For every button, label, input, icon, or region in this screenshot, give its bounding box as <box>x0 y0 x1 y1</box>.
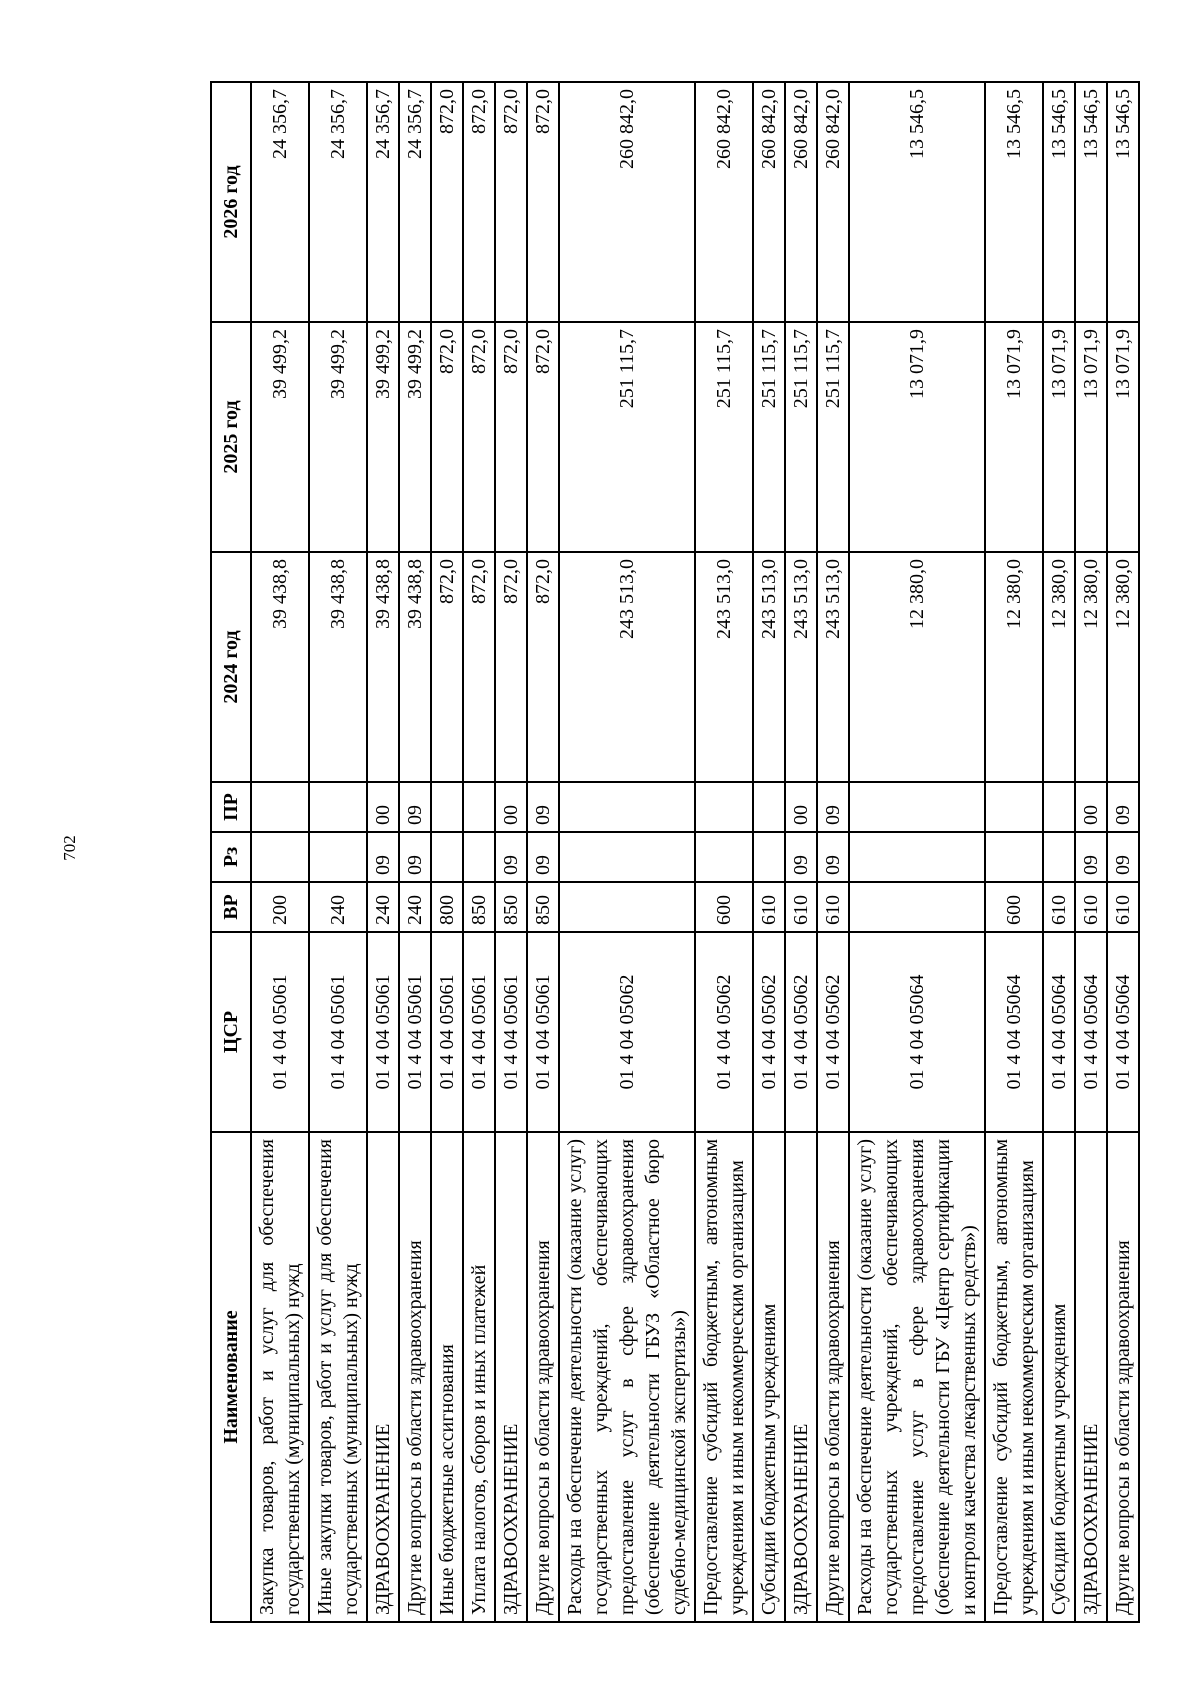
cell-vr: 610 <box>817 882 849 932</box>
cell-rz <box>985 832 1043 882</box>
cell-2025: 13 071,9 <box>985 322 1043 552</box>
cell-csr: 01 4 04 05061 <box>527 932 559 1132</box>
cell-2025: 39 499,2 <box>309 322 367 552</box>
cell-2025: 872,0 <box>431 322 463 552</box>
cell-csr: 01 4 04 05064 <box>1043 932 1075 1132</box>
cell-csr: 01 4 04 05064 <box>1107 932 1139 1132</box>
cell-csr: 01 4 04 05061 <box>495 932 527 1132</box>
cell-name: Иные закупки товаров, работ и услуг для обеспечения государственных (муниципальных) нужд <box>309 1132 367 1622</box>
cell-csr: 01 4 04 05061 <box>431 932 463 1132</box>
cell-2025: 251 115,7 <box>559 322 695 552</box>
header-2025: 2025 год <box>211 322 251 552</box>
table-row <box>1075 82 1107 1622</box>
cell-name: ЗДРАВООХРАНЕНИЕ <box>785 1132 817 1622</box>
cell-2026: 872,0 <box>431 82 463 322</box>
cell-pr: 09 <box>527 782 559 832</box>
cell-csr: 01 4 04 05064 <box>1075 932 1107 1132</box>
table-row <box>985 82 1043 1622</box>
table-body <box>251 82 1139 1622</box>
cell-2024: 872,0 <box>495 552 527 782</box>
cell-2025: 251 115,7 <box>753 322 785 552</box>
cell-vr: 850 <box>495 882 527 932</box>
cell-rz <box>559 832 695 882</box>
cell-name: Субсидии бюджетным учреждениям <box>753 1132 785 1622</box>
cell-2024: 39 438,8 <box>367 552 399 782</box>
cell-2024: 12 380,0 <box>1043 552 1075 782</box>
cell-2024: 872,0 <box>463 552 495 782</box>
table-row <box>251 82 309 1622</box>
header-vr: ВР <box>211 882 251 932</box>
cell-name: Иные бюджетные ассигнования <box>431 1132 463 1622</box>
header-2024: 2024 год <box>211 552 251 782</box>
cell-2026: 13 546,5 <box>1107 82 1139 322</box>
cell-rz <box>753 832 785 882</box>
cell-pr <box>463 782 495 832</box>
cell-2026: 260 842,0 <box>753 82 785 322</box>
cell-vr: 240 <box>309 882 367 932</box>
cell-rz: 09 <box>399 832 431 882</box>
cell-name: Расходы на обеспечение деятельности (оказание услуг) государственных учреждений, обеспечивающих предоставление услуг в сфере здравоохранения (обеспечение деятельности ГБУ «Центр сертификации и контроля качества лекарственных средств») <box>849 1132 985 1622</box>
cell-2025: 872,0 <box>495 322 527 552</box>
cell-2025: 39 499,2 <box>399 322 431 552</box>
cell-2024: 39 438,8 <box>309 552 367 782</box>
cell-2024: 12 380,0 <box>1075 552 1107 782</box>
cell-2024: 243 513,0 <box>817 552 849 782</box>
cell-2025: 13 071,9 <box>849 322 985 552</box>
cell-pr: 09 <box>1107 782 1139 832</box>
cell-2026: 872,0 <box>463 82 495 322</box>
cell-pr <box>1043 782 1075 832</box>
cell-pr <box>849 782 985 832</box>
cell-2025: 39 499,2 <box>367 322 399 552</box>
cell-2026: 260 842,0 <box>695 82 753 322</box>
cell-2026: 260 842,0 <box>559 82 695 322</box>
cell-2024: 872,0 <box>431 552 463 782</box>
cell-pr <box>431 782 463 832</box>
cell-2026: 24 356,7 <box>367 82 399 322</box>
cell-rz <box>1043 832 1075 882</box>
cell-csr: 01 4 04 05062 <box>785 932 817 1132</box>
cell-rz: 09 <box>527 832 559 882</box>
cell-2026: 13 546,5 <box>1043 82 1075 322</box>
cell-2026: 260 842,0 <box>785 82 817 322</box>
cell-2025: 13 071,9 <box>1043 322 1075 552</box>
cell-name: Другие вопросы в области здравоохранения <box>817 1132 849 1622</box>
cell-csr: 01 4 04 05061 <box>309 932 367 1132</box>
cell-rz <box>695 832 753 882</box>
cell-vr: 610 <box>1043 882 1075 932</box>
cell-pr <box>985 782 1043 832</box>
cell-csr: 01 4 04 05061 <box>367 932 399 1132</box>
cell-2024: 39 438,8 <box>251 552 309 782</box>
cell-2026: 13 546,5 <box>1075 82 1107 322</box>
table-row <box>753 82 785 1622</box>
table-row <box>849 82 985 1622</box>
cell-name: ЗДРАВООХРАНЕНИЕ <box>367 1132 399 1622</box>
cell-2024: 39 438,8 <box>399 552 431 782</box>
cell-name: Закупка товаров, работ и услуг для обеспечения государственных (муниципальных) нужд <box>251 1132 309 1622</box>
cell-pr: 00 <box>785 782 817 832</box>
cell-2024: 243 513,0 <box>785 552 817 782</box>
cell-name: ЗДРАВООХРАНЕНИЕ <box>495 1132 527 1622</box>
cell-2024: 243 513,0 <box>695 552 753 782</box>
cell-vr: 240 <box>399 882 431 932</box>
cell-rz: 09 <box>1075 832 1107 882</box>
table-row <box>527 82 559 1622</box>
cell-name: Предоставление субсидий бюджетным, автономным учреждениям и иным некоммерческим организациям <box>985 1132 1043 1622</box>
cell-2024: 12 380,0 <box>849 552 985 782</box>
cell-2026: 872,0 <box>495 82 527 322</box>
cell-vr: 610 <box>753 882 785 932</box>
cell-pr <box>753 782 785 832</box>
cell-2026: 13 546,5 <box>849 82 985 322</box>
cell-vr: 610 <box>1107 882 1139 932</box>
cell-csr: 01 4 04 05064 <box>849 932 985 1132</box>
cell-2025: 13 071,9 <box>1075 322 1107 552</box>
cell-vr: 610 <box>1075 882 1107 932</box>
cell-2025: 872,0 <box>527 322 559 552</box>
cell-name: ЗДРАВООХРАНЕНИЕ <box>1075 1132 1107 1622</box>
table-row <box>1107 82 1139 1622</box>
cell-2026: 24 356,7 <box>309 82 367 322</box>
cell-csr: 01 4 04 05062 <box>559 932 695 1132</box>
table-row <box>309 82 367 1622</box>
cell-2025: 13 071,9 <box>1107 322 1139 552</box>
cell-2026: 872,0 <box>527 82 559 322</box>
cell-name: Субсидии бюджетным учреждениям <box>1043 1132 1075 1622</box>
cell-csr: 01 4 04 05061 <box>463 932 495 1132</box>
cell-csr: 01 4 04 05061 <box>399 932 431 1132</box>
cell-rz: 09 <box>367 832 399 882</box>
cell-rz <box>463 832 495 882</box>
cell-pr <box>251 782 309 832</box>
header-2026: 2026 год <box>211 82 251 322</box>
cell-vr: 200 <box>251 882 309 932</box>
header-name: Наименование <box>211 1132 251 1622</box>
cell-rz: 09 <box>495 832 527 882</box>
table-row <box>1043 82 1075 1622</box>
table-row <box>367 82 399 1622</box>
cell-csr: 01 4 04 05062 <box>695 932 753 1132</box>
cell-2024: 872,0 <box>527 552 559 782</box>
table-header-row <box>211 82 251 1622</box>
table-row <box>431 82 463 1622</box>
cell-rz <box>309 832 367 882</box>
cell-vr: 240 <box>367 882 399 932</box>
cell-rz: 09 <box>785 832 817 882</box>
cell-rz: 09 <box>817 832 849 882</box>
table-row <box>817 82 849 1622</box>
table-row <box>559 82 695 1622</box>
cell-2026: 24 356,7 <box>251 82 309 322</box>
cell-csr: 01 4 04 05064 <box>985 932 1043 1132</box>
cell-2024: 243 513,0 <box>559 552 695 782</box>
cell-pr <box>559 782 695 832</box>
table-row <box>785 82 817 1622</box>
cell-pr: 00 <box>495 782 527 832</box>
cell-2026: 24 356,7 <box>399 82 431 322</box>
cell-vr: 800 <box>431 882 463 932</box>
cell-2025: 251 115,7 <box>785 322 817 552</box>
cell-vr <box>559 882 695 932</box>
cell-pr: 09 <box>399 782 431 832</box>
cell-name: Другие вопросы в области здравоохранения <box>399 1132 431 1622</box>
cell-2025: 39 499,2 <box>251 322 309 552</box>
cell-2025: 251 115,7 <box>695 322 753 552</box>
cell-2026: 13 546,5 <box>985 82 1043 322</box>
cell-2025: 251 115,7 <box>817 322 849 552</box>
cell-csr: 01 4 04 05062 <box>817 932 849 1132</box>
table-row <box>695 82 753 1622</box>
header-csr: ЦСР <box>211 932 251 1132</box>
cell-csr: 01 4 04 05062 <box>753 932 785 1132</box>
table-row <box>399 82 431 1622</box>
cell-2026: 260 842,0 <box>817 82 849 322</box>
cell-rz <box>431 832 463 882</box>
cell-pr: 09 <box>817 782 849 832</box>
cell-vr: 600 <box>985 882 1043 932</box>
header-pr: ПР <box>211 782 251 832</box>
table-row <box>463 82 495 1622</box>
cell-name: Предоставление субсидий бюджетным, автономным учреждениям и иным некоммерческим организациям <box>695 1132 753 1622</box>
cell-name: Другие вопросы в области здравоохранения <box>1107 1132 1139 1622</box>
cell-vr: 600 <box>695 882 753 932</box>
budget-table <box>210 81 1140 1623</box>
cell-name: Другие вопросы в области здравоохранения <box>527 1132 559 1622</box>
rotated-table-container <box>210 83 1134 1623</box>
cell-2025: 872,0 <box>463 322 495 552</box>
cell-name: Уплата налогов, сборов и иных платежей <box>463 1132 495 1622</box>
cell-pr: 00 <box>1075 782 1107 832</box>
cell-vr <box>849 882 985 932</box>
cell-2024: 12 380,0 <box>985 552 1043 782</box>
cell-2024: 12 380,0 <box>1107 552 1139 782</box>
cell-pr <box>695 782 753 832</box>
cell-2024: 243 513,0 <box>753 552 785 782</box>
cell-rz <box>849 832 985 882</box>
cell-vr: 850 <box>463 882 495 932</box>
table-row <box>495 82 527 1622</box>
page-number: 702 <box>60 835 79 861</box>
cell-pr <box>309 782 367 832</box>
cell-vr: 610 <box>785 882 817 932</box>
cell-vr: 850 <box>527 882 559 932</box>
cell-rz: 09 <box>1107 832 1139 882</box>
cell-csr: 01 4 04 05061 <box>251 932 309 1132</box>
cell-pr: 00 <box>367 782 399 832</box>
header-rz: Рз <box>211 832 251 882</box>
cell-name: Расходы на обеспечение деятельности (оказание услуг) государственных учреждений, обеспечивающих предоставление услуг в сфере здравоохранения (обеспечение деятельности ГБУЗ «Областное бюро судебно-медицинской экспертизы») <box>559 1132 695 1622</box>
cell-rz <box>251 832 309 882</box>
